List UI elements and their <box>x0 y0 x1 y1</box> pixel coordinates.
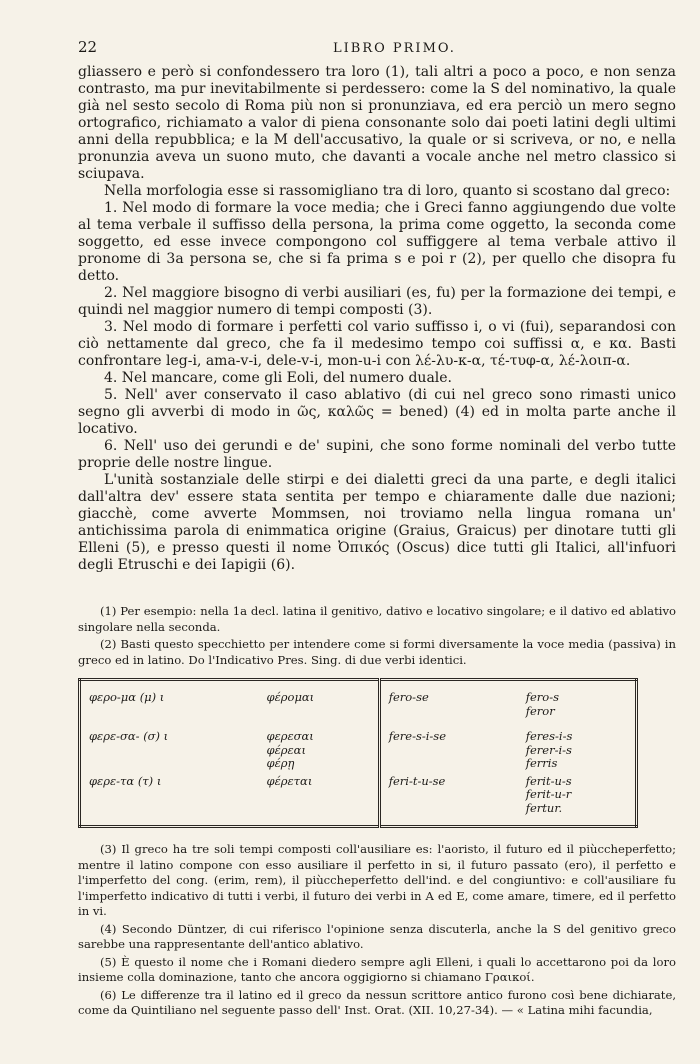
list-item: 1. Nel modo di formare la voce media; che i Greci fanno aggiungendo due volte al tema verbale il suffisso della persona, la prima come oggetto, la seconda come soggetto, ed esse invece compongono col suffiggere al tema verbale attivo il pronome di 3a persona se, che si fa prima s e poi r (2), per quello che disopra fu detto. <box>78 200 676 284</box>
table-cell: feri-t-u-se <box>379 773 518 818</box>
table-row <box>80 773 637 818</box>
table-cell: fere-s-i-se <box>379 728 518 773</box>
paragraph: L'unità sostanziale delle stirpi e dei dialetti greci da una parte, e degli italici dall'altra dev' essere stata sentita per tempo e chiaramente dalle due nazioni; giacchè, come avverte Mommsen, noi troviamo nella lingua romana un' antichissima parola di enimmatica origine (Graius, Graicus) per dinotare tutti gli Elleni (5), e presso questi il nome Ὀπικός (Oscus) dice tutti gli Italici, all'infuori degli Etruschi e dei Iapigii (6). <box>78 472 676 573</box>
table-cell: fero-s feror <box>525 690 560 718</box>
table-cell: φερεσαι φέρεαι φέρῃ <box>266 729 314 770</box>
table-cell: fero-se <box>379 689 518 720</box>
footnotes <box>78 604 676 1019</box>
footnote: (3) Il greco ha tre soli tempi composti coll'ausiliare es: l'aoristo, il futuro ed il piùccheperfetto; mentre il latino compone con esso ausiliare il perfetto in si, il futuro passato (ero), il perfetto e l'imperfetto del cong. (erim, rem), il piùccheperfetto dell'ind. e del congiuntivo: e coll'ausiliare fu l'imperfetto indicativo di tutti i verbi, il futuro dei verbi in A ed E, come amare, timere, ed il perfetto in vi. <box>78 842 676 918</box>
list-item: 5. Nell' aver conservato il caso ablativo (di cui nel greco sono rimasti unico segno gli avverbi di modo in ῶς, καλῶς = bened) (4) ed in molta parte anche il locativo. <box>78 387 676 437</box>
table-row <box>80 689 637 720</box>
page-header <box>78 38 676 64</box>
conjugation-table <box>78 678 638 828</box>
footnote: (2) Basti questo specchietto per intendere come si formi diversamente la voce media (passiva) in greco ed in latino. Do l'Indicativo Pres. Sing. di due verbi identici. <box>78 637 676 667</box>
table-cell: φερε-τα (τ) ι <box>89 773 162 788</box>
footnote: (5) È questo il nome che i Romani diedero sempre agli Elleni, i quali lo accettarono poi da loro insieme colla dominazione, tanto che ancora oggigiorno si chiamano Γραικοί. <box>78 954 676 984</box>
footnote: (6) Le differenze tra il latino ed il greco da nessun scrittore antico furono così bene dichiarate, come da Quintiliano nel seguente passo dell' Inst. Orat. (XII. 10,27-34). — « Latina mihi facundia, <box>78 987 676 1017</box>
running-title: LIBRO PRIMO. <box>333 41 456 56</box>
footnote: (4) Secondo Düntzer, di cui riferisco l'opinione senza discuterla, anche la S del genitivo greco sarebbe una rappresentante dell'antico ablativo. <box>78 921 676 951</box>
table-cell: ferit-u-s ferit-u-r fertur. <box>525 773 572 815</box>
table-cell: φέρομαι <box>266 690 315 704</box>
table-cell: φερο-μα (μ) ι <box>89 690 165 704</box>
table-row <box>80 728 637 773</box>
page-number: 22 <box>78 38 98 56</box>
list-item: 2. Nel maggiore bisogno di verbi ausiliari (es, fu) per la formazione dei tempi, e quindi nel maggior numero di tempi composti (3). <box>78 285 676 318</box>
paragraph: gliassero e però si confondessero tra loro (1), tali altri a poco a poco, e non senza contrasto, ma pur inevitabilmente si perdessero: come la S del nominativo, la quale già nel sesto secolo di Roma più non si pronunziava, ed era perciò un mero segno ortografico, richiamato a valor di piena consonante solo dai poeti latini degli ultimi anni della repubblica; e la M dell'accusativo, la quale or si scriveva, or no, e nella pronunzia aveva un suono muto, che davanti a vocale anche nel metro classico si sciupava. <box>78 64 676 182</box>
list-item: 4. Nel mancare, come gli Eoli, del numero duale. <box>104 370 453 386</box>
footnote: (1) Per esempio: nella 1a decl. latina il genitivo, dativo e locativo singolare; e il dativo ed ablativo singolare nella seconda. <box>78 604 676 634</box>
table-cell: φέρεται <box>266 773 313 788</box>
list-item: 6. Nell' uso dei gerundi e de' supini, che sono forme nominali del verbo tutte proprie delle nostre lingue. <box>78 438 676 471</box>
list-item: 3. Nel modo di formare i perfetti col vario suffisso i, o vi (fui), separandosi con ciò nettamente dal greco, che fa il medesimo tempo coi suffissi α, e κα. Basti confrontare leg-i, ama-v-i, dele-v-i, mon-u-i con λέ-λυ-κ-α, τέ-τυφ-α, λέ-λοιπ-α. <box>78 319 676 369</box>
table-cell: φερε-σα- (σ) ι <box>89 729 169 743</box>
paragraph: Nella morfologia esse si rassomigliano tra di loro, quanto si scostano dal greco: <box>104 183 671 199</box>
table-cell: feres-i-s ferer-i-s ferris <box>525 729 573 770</box>
main-text <box>78 64 676 574</box>
